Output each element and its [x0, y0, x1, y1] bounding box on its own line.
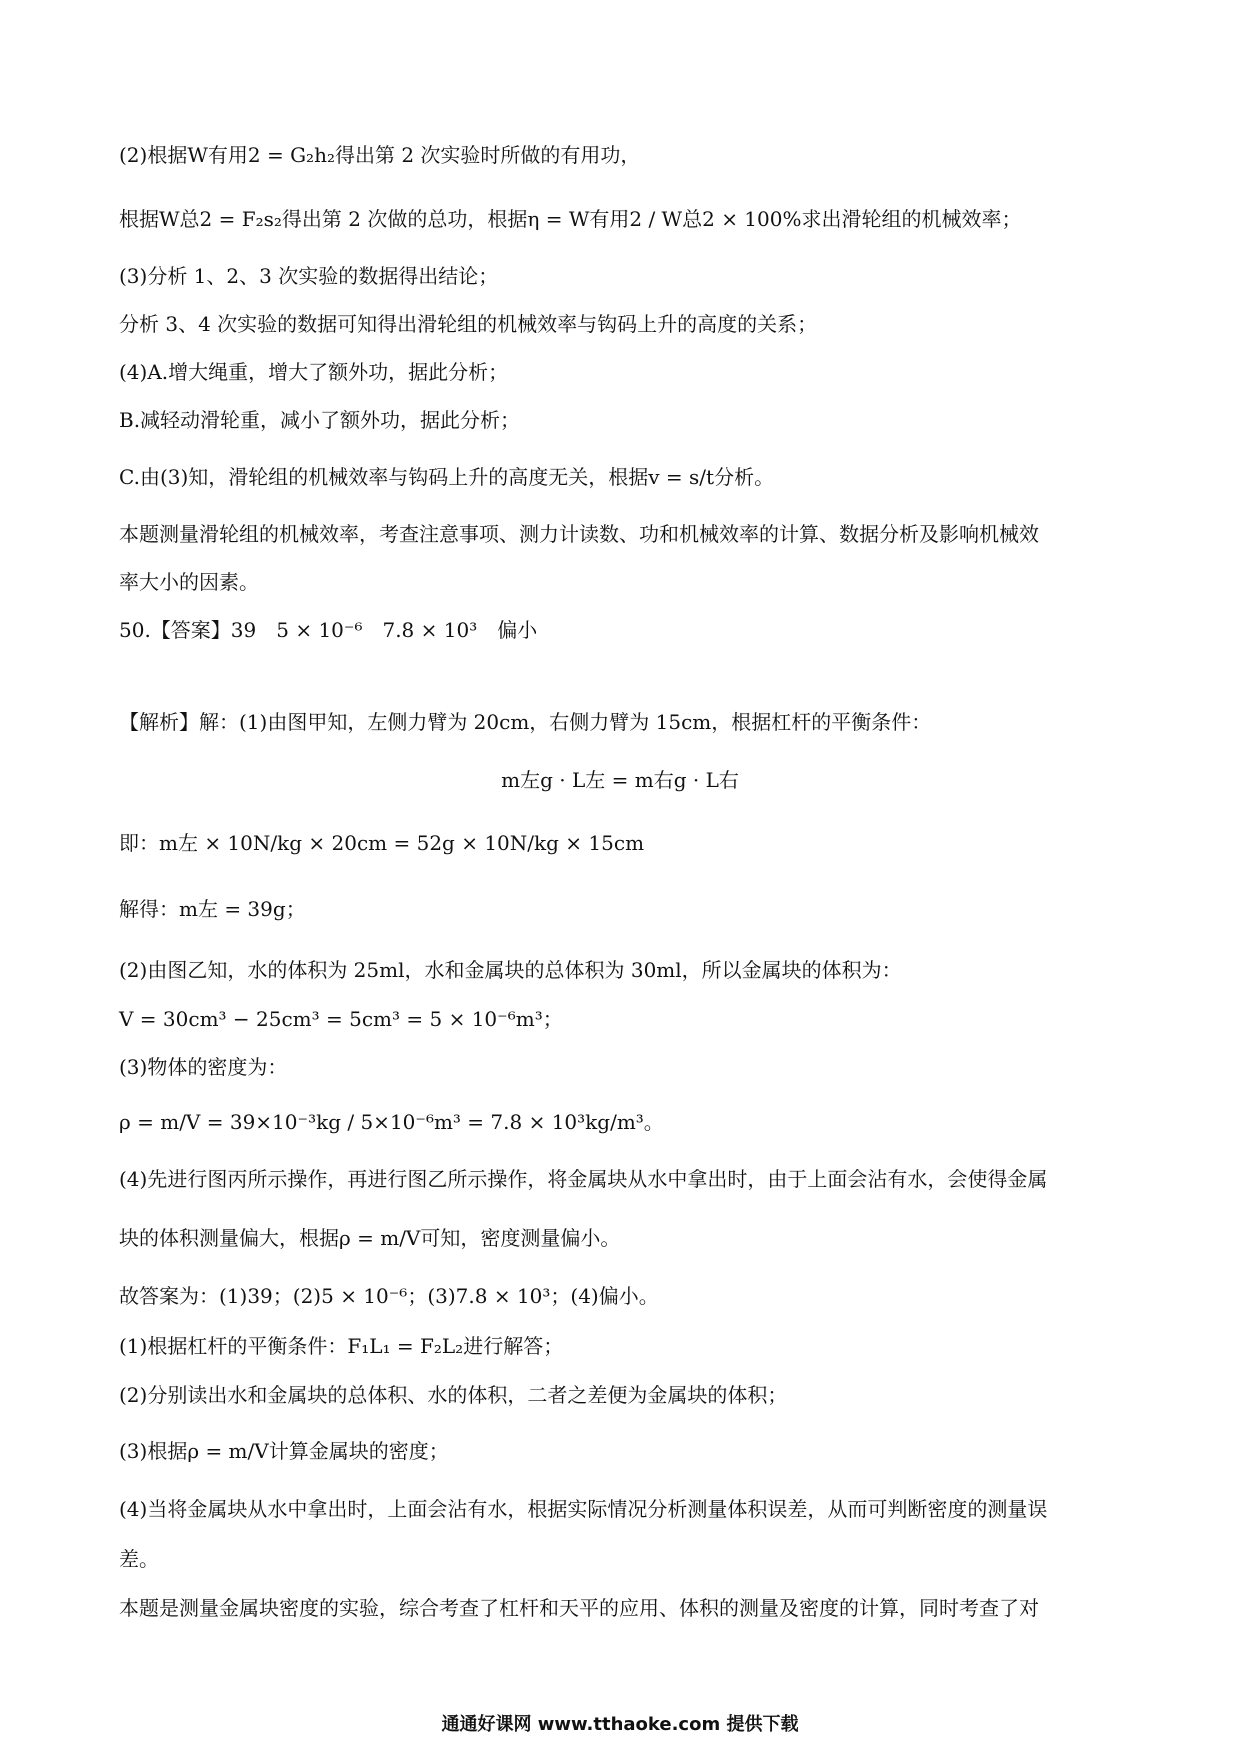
- text-line: 即：m左 × 10N/kg × 20cm = 52g × 10N/kg × 15cm: [119, 831, 645, 855]
- text-line: (3)物体的密度为：: [119, 1055, 288, 1079]
- text-line: 本题测量滑轮组的机械效率，考查注意事项、测力计读数、功和机械效率的计算、数据分析及影响机械效: [119, 522, 1039, 546]
- text-line: 分析 3、4 次实验的数据可知得出滑轮组的机械效率与钩码上升的高度的关系；: [119, 312, 818, 336]
- page-footer: 通通好课网 www.tthaoke.com 提供下载: [441, 1714, 799, 1735]
- answer-line: 50.【答案】39 5 × 10⁻⁶ 7.8 × 10³ 偏小: [119, 618, 538, 642]
- text-line: 故答案为：(1)39；(2)5 × 10⁻⁶；(3)7.8 × 10³；(4)偏小。: [119, 1284, 659, 1308]
- text-line: (2)分别读出水和金属块的总体积、水的体积，二者之差便为金属块的体积；: [119, 1383, 788, 1407]
- text-line: (4)当将金属块从水中拿出时，上面会沾有水，根据实际情况分析测量体积误差，从而可判断密度的测量误: [119, 1497, 1048, 1521]
- text-line: 率大小的因素。: [119, 570, 259, 594]
- text-line: (4)A.增大绳重，增大了额外功，据此分析；: [119, 360, 509, 384]
- text-line: 差。: [119, 1547, 159, 1571]
- text-line: B.减轻动滑轮重，减小了额外功，据此分析；: [119, 408, 521, 432]
- text-line: (2)根据W有用2 = G₂h₂得出第 2 次实验时所做的有用功，: [119, 143, 641, 167]
- text-line: ρ = m/V = 39×10⁻³kg / 5×10⁻⁶m³ = 7.8 × 10³kg/m³。: [119, 1110, 664, 1134]
- text-line: C.由(3)知，滑轮组的机械效率与钩码上升的高度无关，根据v = s/t分析。: [119, 465, 775, 489]
- text-line: V = 30cm³ − 25cm³ = 5cm³ = 5 × 10⁻⁶m³；: [119, 1007, 563, 1031]
- text-line: (4)先进行图丙所示操作，再进行图乙所示操作，将金属块从水中拿出时，由于上面会沾有水，会使得金属: [119, 1167, 1048, 1191]
- text-line: 解得：m左 = 39g；: [119, 897, 306, 921]
- text-line: (2)由图乙知，水的体积为 25ml，水和金属块的总体积为 30ml，所以金属块的体积为：: [119, 958, 902, 982]
- analysis-heading-line: 【解析】解：(1)由图甲知，左侧力臂为 20cm，右侧力臂为 15cm，根据杠杆的平衡条件：: [119, 710, 932, 734]
- text-line: (1)根据杠杆的平衡条件：F₁L₁ = F₂L₂进行解答；: [119, 1334, 564, 1358]
- text-line: (3)根据ρ = m/V计算金属块的密度；: [119, 1439, 449, 1463]
- text-line: 根据W总2 = F₂s₂得出第 2 次做的总功，根据η = W有用2 / W总2 × 100%求出滑轮组的机械效率；: [119, 207, 1022, 231]
- text-line: 块的体积测量偏大，根据ρ = m/V可知，密度测量偏小。: [119, 1226, 621, 1250]
- text-line: 本题是测量金属块密度的实验，综合考查了杠杆和天平的应用、体积的测量及密度的计算，同时考查了对: [119, 1596, 1039, 1620]
- text-line: (3)分析 1、2、3 次实验的数据得出结论；: [119, 264, 499, 288]
- equation-line: m左g · L左 = m右g · L右: [501, 768, 739, 792]
